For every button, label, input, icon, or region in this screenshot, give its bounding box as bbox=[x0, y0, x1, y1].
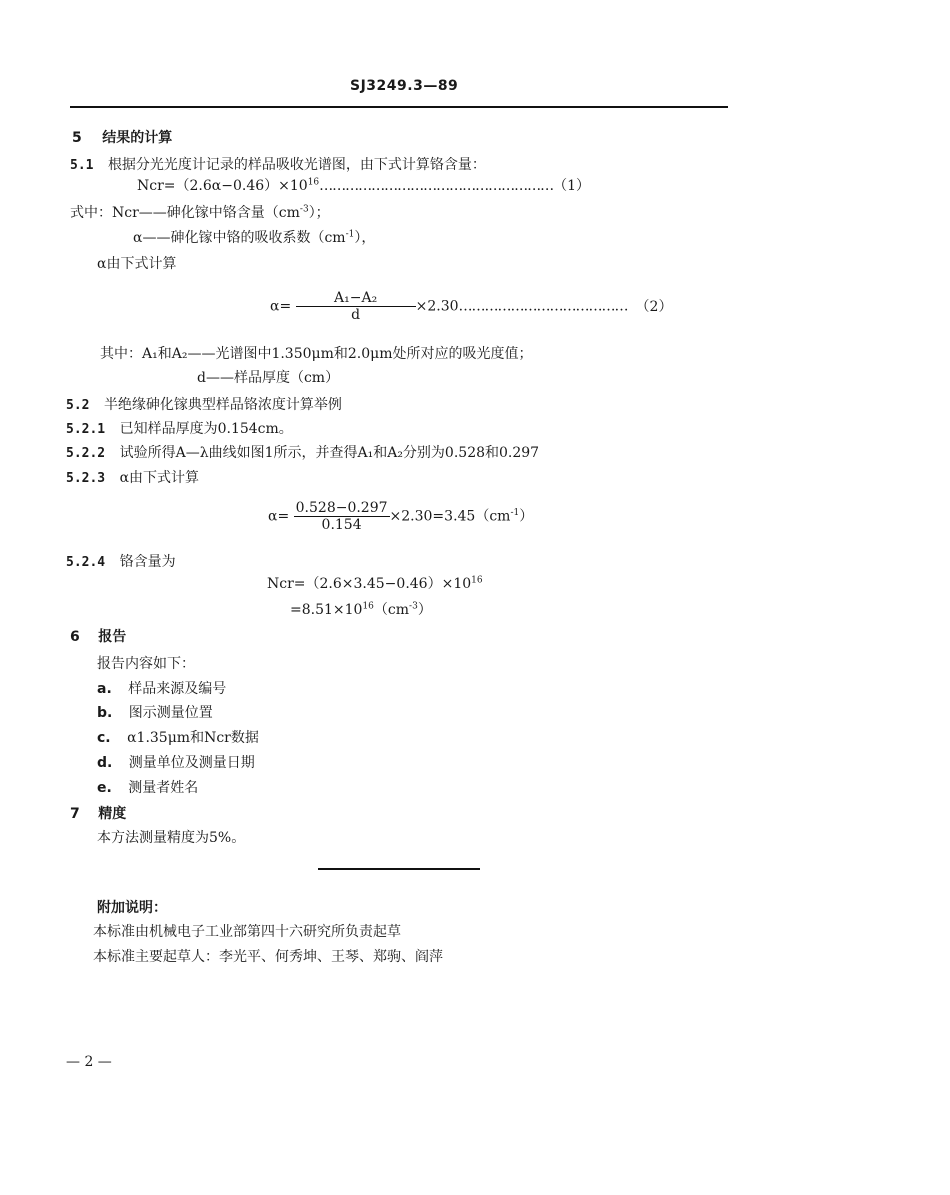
equation-3-lhs: α= bbox=[268, 508, 290, 525]
section-7-number: 7 bbox=[70, 806, 80, 822]
section-5-2-4 bbox=[66, 551, 176, 571]
equation-2 bbox=[270, 290, 672, 323]
section-5-2-2-number: 5.2.2 bbox=[66, 446, 106, 461]
equation-3-exponent: -1 bbox=[510, 507, 520, 518]
equation-2-tag: （2） bbox=[635, 298, 673, 315]
section-5-2-1 bbox=[66, 418, 293, 438]
equation-3-fraction bbox=[294, 500, 390, 533]
section-5-2 bbox=[66, 394, 342, 414]
section-5-title: 结果的计算 bbox=[102, 130, 173, 146]
equation-4-line-1-body: Ncr=（2.6×3.45−0.46）×10 bbox=[267, 576, 472, 592]
note-line-2: 本标准主要起草人：李光平、何秀坤、王琴、郑驹、阎萍 bbox=[93, 949, 443, 965]
where-alpha-exponent: -1 bbox=[345, 229, 355, 240]
section-5-2-1-text: 已知样品厚度为0.154cm。 bbox=[119, 421, 293, 437]
report-item-d-label: d. bbox=[97, 755, 113, 771]
report-item-e-label: e. bbox=[97, 780, 112, 796]
equation-4-line-2-body: =8.51×10 bbox=[290, 602, 363, 618]
section-5-1-number: 5.1 bbox=[70, 158, 94, 173]
where-ncr-text: Ncr——砷化镓中铬含量（cm bbox=[112, 205, 300, 221]
note-line-1: 本标准由机械电子工业部第四十六研究所负责起草 bbox=[93, 924, 401, 940]
report-item-b-label: b. bbox=[97, 705, 113, 721]
report-item-d bbox=[97, 752, 255, 772]
where-ncr-end: ）； bbox=[308, 205, 330, 221]
document-code: SJ3249.3—89 bbox=[350, 78, 459, 94]
equation-2-fraction bbox=[296, 290, 416, 323]
section-5-2-2 bbox=[66, 442, 539, 462]
section-6-heading bbox=[70, 626, 126, 646]
header-rule bbox=[70, 106, 728, 108]
report-item-e bbox=[97, 777, 198, 797]
report-item-e-text: 测量者姓名 bbox=[128, 780, 199, 796]
equation-1-body: Ncr=（2.6α−0.46）×10 bbox=[137, 178, 308, 194]
section-5-heading bbox=[72, 127, 172, 147]
section-5-2-1-number: 5.2.1 bbox=[66, 422, 106, 437]
report-item-c-text: α1.35μm和Ncr数据 bbox=[127, 730, 259, 746]
report-item-c-label: c. bbox=[97, 730, 111, 746]
equation-4-line-1-exponent: 16 bbox=[471, 575, 483, 586]
section-5-number: 5 bbox=[72, 130, 82, 146]
equation-3-numerator: 0.528−0.297 bbox=[295, 500, 388, 516]
section-5-2-3 bbox=[66, 467, 199, 487]
where-ncr bbox=[70, 202, 330, 222]
equation-2-lhs: α= bbox=[270, 298, 292, 315]
equation-4-line-2-unit-exponent: -3 bbox=[409, 601, 418, 612]
equation-1-exponent: 16 bbox=[307, 177, 320, 188]
section-5-2-3-number: 5.2.3 bbox=[66, 471, 106, 486]
section-5-1-text: 根据分光光度计记录的样品吸收光谱图，由下式计算铬含量： bbox=[107, 157, 486, 173]
section-5-2-4-number: 5.2.4 bbox=[66, 555, 106, 570]
section-6-number: 6 bbox=[70, 629, 80, 645]
section-7-title: 精度 bbox=[98, 806, 127, 822]
report-item-c bbox=[97, 727, 259, 747]
report-item-b bbox=[97, 702, 213, 722]
equation-3 bbox=[268, 500, 533, 533]
equation-4-line-2-unit: （cm bbox=[373, 602, 410, 618]
equation-4-line-2 bbox=[290, 599, 432, 619]
report-intro: 报告内容如下： bbox=[97, 656, 195, 672]
equation-3-rhs: ×2.30=3.45（cm bbox=[389, 508, 511, 525]
precision-text: 本方法测量精度为5%。 bbox=[97, 830, 246, 846]
section-divider bbox=[318, 868, 480, 870]
section-5-2-number: 5.2 bbox=[66, 398, 90, 413]
report-item-b-text: 图示测量位置 bbox=[128, 705, 213, 721]
section-7-heading bbox=[70, 803, 126, 823]
where2-a: 其中：A₁和A₂——光谱图中1.350μm和2.0μm处所对应的吸光度值； bbox=[100, 346, 533, 362]
section-5-2-2-text: 试验所得A—λ曲线如图1所示，并查得A₁和A₂分别为0.528和0.297 bbox=[119, 445, 540, 461]
equation-1 bbox=[137, 175, 590, 195]
note-title: 附加说明： bbox=[97, 900, 167, 916]
where-alpha-text: α——砷化镓中铬的吸收系数（cm bbox=[133, 230, 346, 246]
report-item-a-text: 样品来源及编号 bbox=[128, 681, 227, 697]
equation-1-leader: ……………………………………………… bbox=[319, 178, 554, 194]
report-item-d-text: 测量单位及测量日期 bbox=[128, 755, 255, 771]
equation-1-tag: （1） bbox=[553, 178, 591, 194]
equation-2-leader: ………………………………… bbox=[458, 298, 628, 315]
equation-4-line-1 bbox=[267, 573, 483, 593]
equation-2-numerator: A₁−A₂ bbox=[296, 290, 416, 307]
equation-2-rhs: ×2.30 bbox=[415, 298, 459, 315]
section-5-2-3-text: α由下式计算 bbox=[119, 470, 200, 486]
section-5-2-4-text: 铬含量为 bbox=[119, 554, 176, 570]
page-number: — 2 — bbox=[66, 1054, 112, 1070]
section-5-2-text: 半绝缘砷化镓典型样品铬浓度计算举例 bbox=[103, 397, 342, 413]
where-alpha bbox=[133, 227, 375, 247]
equation-3-denominator: 0.154 bbox=[321, 517, 362, 533]
alpha-calc-label: α由下式计算 bbox=[97, 256, 177, 272]
where2-d: d——样品厚度（cm） bbox=[197, 370, 340, 386]
where-label: 式中： bbox=[70, 205, 112, 221]
equation-4-line-2-exponent: 16 bbox=[362, 601, 374, 612]
equation-2-denominator: d bbox=[351, 307, 361, 323]
section-5-1 bbox=[70, 154, 486, 174]
section-6-title: 报告 bbox=[98, 629, 127, 645]
report-item-a-label: a. bbox=[97, 681, 112, 697]
where-alpha-end: ）， bbox=[354, 230, 376, 246]
equation-4-line-2-end: ） bbox=[417, 602, 432, 618]
where-ncr-exponent: -3 bbox=[299, 204, 309, 215]
report-item-a bbox=[97, 678, 226, 698]
equation-3-end: ） bbox=[519, 508, 534, 525]
